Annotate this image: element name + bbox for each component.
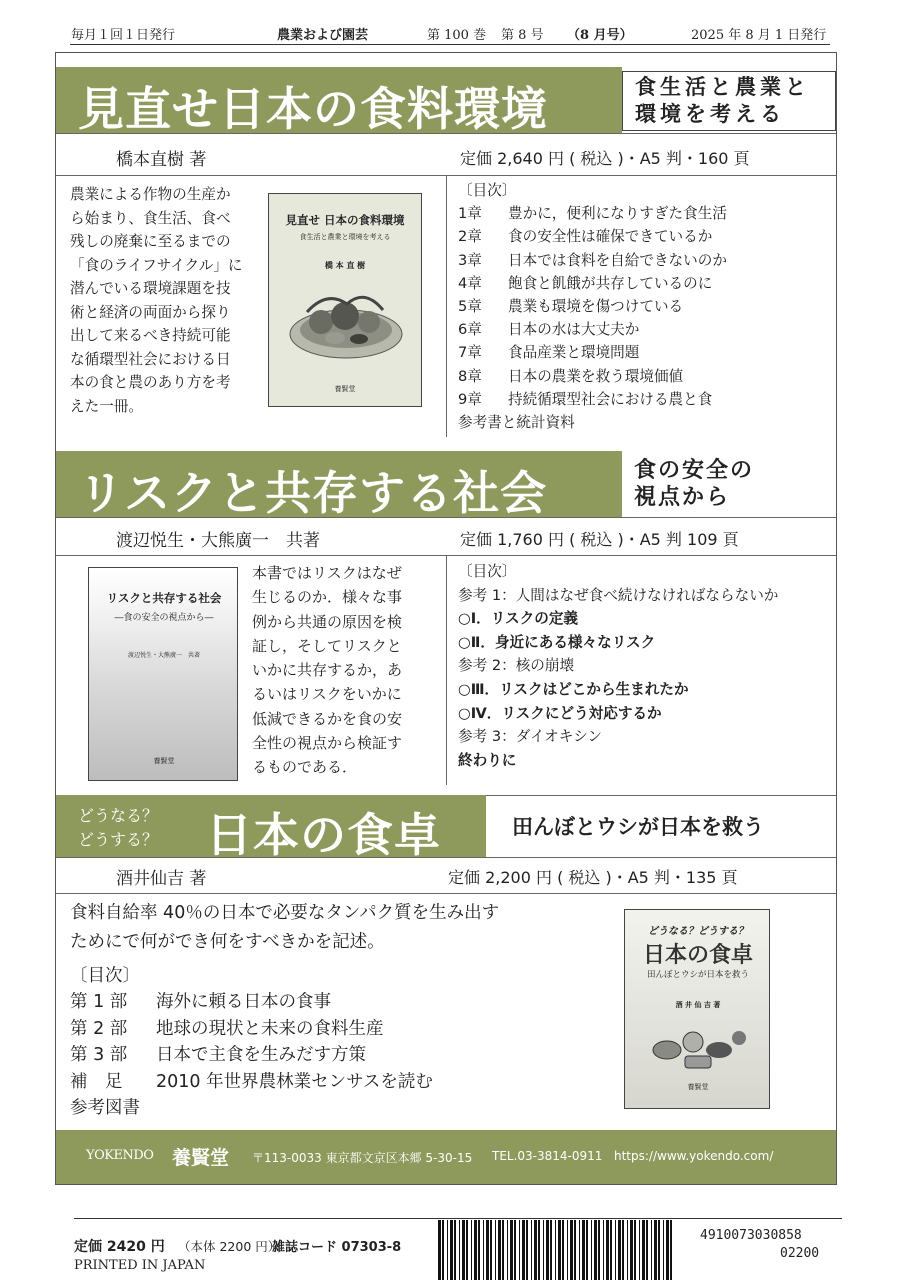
barcode-bar [567, 1220, 568, 1280]
description-line: 例から共通の原因を検 [252, 612, 403, 631]
intro-line: ためにで何ができ何をすべきかを記述。 [70, 932, 385, 952]
divider [56, 133, 836, 134]
cover-author: 橋 本 直 樹 [324, 261, 366, 270]
column-divider [446, 175, 447, 437]
book3-title-banner [56, 795, 486, 862]
book1-title: 見直せ日本の食料環境 [78, 82, 548, 136]
publisher-address: 〒113-0033 東京都文京区本郷 5-30-15 [252, 1151, 473, 1165]
publisher-website: https://www.yokendo.com/ [614, 1149, 774, 1163]
book2-author: 渡辺悦生・大熊廣一 共著 [116, 531, 320, 551]
page-header [55, 0, 835, 45]
barcode-bar [586, 1220, 588, 1280]
toc-item: 2章 食の安全性は確保できているか [458, 228, 713, 246]
toc-footer: 参考図書 [70, 1098, 140, 1119]
toc-item: ○Ⅱ．身近にある様々なリスク [458, 633, 656, 651]
printed-in: PRINTED IN JAPAN [74, 1258, 206, 1273]
barcode-bar [591, 1220, 592, 1280]
barcode-bar [658, 1220, 660, 1280]
barcode-bar [466, 1220, 468, 1280]
magazine-price: 定価 2420 円 [74, 1239, 165, 1255]
barcode-bar [634, 1220, 636, 1280]
cover-top: どうなる？どうする？ [648, 926, 748, 937]
barcode-bar [514, 1220, 516, 1280]
book1-subtitle-box [622, 71, 836, 131]
publish-date: 2025 年 8 月 1 日発行 [691, 28, 827, 43]
book1-description [70, 183, 243, 418]
description-line: 農業による作物の生産か [70, 186, 231, 203]
toc-footer: 参考書と統計資料 [458, 414, 575, 432]
toc-item: 第 1 部 海外に頼る日本の食事 [70, 992, 331, 1013]
barcode-bar [510, 1220, 513, 1280]
barcode-bar [507, 1220, 508, 1280]
description-line: ら始まり、食生活、食べ [70, 209, 231, 227]
barcode-bar [574, 1220, 576, 1280]
barcode-bar [594, 1220, 597, 1280]
description-line: 残しの廃棄に至るまでの [70, 233, 231, 250]
toc-item: 1章 豊かに，便利になりすぎた食生活 [458, 205, 727, 223]
cover-title: 見直せ 日本の食料環境 [285, 213, 405, 227]
toc-heading: 〔目次〕 [458, 182, 517, 199]
barcode-bar [454, 1220, 456, 1280]
barcode-bar [663, 1220, 664, 1280]
barcode-bar [531, 1220, 532, 1280]
toc-item: 8章 日本の農業を救う環境価値 [458, 367, 684, 385]
barcode-bar [598, 1220, 600, 1280]
toc-item: 第 3 部 日本で主食を生みだす方策 [70, 1045, 366, 1066]
cover-publisher: 養賢堂 [687, 1083, 709, 1091]
barcode-bar [627, 1220, 628, 1280]
barcode-bar [498, 1220, 501, 1280]
barcode-bar [618, 1220, 621, 1280]
description-line: るものである． [252, 758, 358, 777]
book1-price: 定価 2,640 円 ( 税込 )・A5 判・160 頁 [460, 149, 750, 168]
toc-item: 6章 日本の水は大丈夫か [458, 321, 640, 339]
volume-number: 第 100 巻 [427, 28, 487, 43]
description-line: 本書ではリスクはなぜ [252, 564, 402, 582]
magazine-code: 雑誌コード 07303-8 [272, 1240, 402, 1255]
cover-subtitle: 食生活と農業と環境を考える [299, 233, 391, 241]
barcode-bar [522, 1220, 525, 1280]
book3-cover-image [624, 909, 770, 1109]
cover-title: 日本の食卓 [642, 943, 753, 968]
barcode-bar [447, 1220, 448, 1280]
ad-frame [55, 52, 837, 1185]
description-line: るいはリスクをいかに [252, 685, 402, 704]
book2-description [252, 561, 402, 780]
barcode-bar [615, 1220, 616, 1280]
divider [56, 517, 836, 518]
description-line: 本の食と農のあり方を考 [70, 374, 231, 391]
description-line: 低減できるかを食の安 [252, 709, 403, 728]
journal-name: 農業および園芸 [277, 28, 369, 43]
barcode-bar [438, 1220, 441, 1280]
toc-item: 7章 食品産業と環境問題 [458, 344, 640, 362]
toc-item: 参考 2：核の崩壊 [458, 657, 575, 675]
barcode-bar [630, 1220, 633, 1280]
bottom-rule [74, 1218, 842, 1219]
description-line: な循環型社会における日 [70, 350, 231, 368]
barcode-bar [622, 1220, 624, 1280]
description-line: えた一冊。 [70, 397, 143, 415]
toc-item: 参考 1：人間はなぜ食べ続けなければならないか [458, 586, 779, 604]
barcode-bar [546, 1220, 549, 1280]
description-line: 証し，そしてリスクと [252, 636, 402, 655]
book2-cover-image [88, 567, 238, 781]
barcode-bar [562, 1220, 564, 1280]
toc-item: 9章 持続循環型社会における農と食 [458, 390, 713, 408]
cover-author: 酒 井 仙 吉 著 [675, 1001, 721, 1009]
barcode-bar [502, 1220, 504, 1280]
book1-author: 橋本直樹 著 [116, 150, 207, 170]
description-line: 潜んでいる環境課題を技 [70, 280, 231, 297]
barcode-bar [610, 1220, 612, 1280]
barcode-bar [603, 1220, 604, 1280]
barcode-bar [570, 1220, 573, 1280]
book3-toc [70, 963, 433, 1121]
header-rule [70, 44, 830, 45]
book2-subtitle-line: 視点から [634, 485, 731, 510]
barcode-bar [534, 1220, 537, 1280]
barcode-bar [639, 1220, 640, 1280]
barcode-bar [654, 1220, 657, 1280]
toc-item: 参考 3：ダイオキシン [458, 728, 603, 746]
description-line: 「食のライフサイクル」に [70, 256, 243, 274]
barcode-bar [486, 1220, 489, 1280]
barcode-bar [646, 1220, 648, 1280]
cover-author: 渡辺悦生・大熊廣一 共著 [127, 652, 200, 659]
book2-title: リスクと共存する社会 [78, 466, 548, 520]
food-illustration-icon [647, 1020, 751, 1072]
cover-publisher: 養賢堂 [334, 385, 356, 393]
book1-cover-image [268, 193, 422, 407]
barcode-bar [478, 1220, 480, 1280]
barcode-bar [582, 1220, 585, 1280]
issue-month: （8 月号） [567, 28, 633, 43]
publisher-phone: TEL.03-3814-0911 [492, 1149, 603, 1163]
book3-subtitle-box [486, 795, 836, 857]
barcode-icon [438, 1220, 678, 1280]
book3-title-small: どうなる？ [78, 806, 159, 825]
book3-price: 定価 2,200 円 ( 税込 )・A5 判・135 頁 [448, 868, 738, 887]
toc-heading: 〔目次〕 [458, 563, 517, 580]
book3-subtitle: 田んぼとウシが日本を救う [512, 815, 764, 839]
issue-number: 第 8 号 [501, 28, 544, 43]
toc-item: 4章 飽食と飢餓が共存しているのに [458, 274, 713, 292]
barcode-bar [550, 1220, 552, 1280]
divider [486, 795, 836, 796]
barcode-bar [558, 1220, 561, 1280]
barcode-bar [651, 1220, 652, 1280]
description-line: 術と経済の両面から探り [70, 303, 231, 321]
intro-line: 食料自給率 40％の日本で必要なタンパク質を生み出す [70, 903, 500, 923]
barcode-bar [538, 1220, 540, 1280]
barcode-bar [642, 1220, 645, 1280]
barcode-bar [450, 1220, 453, 1280]
book3-author: 酒井仙吉 著 [116, 869, 207, 889]
divider [56, 857, 836, 858]
toc-item: ○Ⅳ．リスクにどう対応するか [458, 704, 662, 722]
description-line: 生じるのか．様々な事 [252, 588, 403, 607]
toc-heading: 〔目次〕 [70, 966, 140, 986]
barcode-bar [526, 1220, 528, 1280]
book2-subtitle-line: 食の安全の [634, 458, 755, 483]
publisher-footer-bar [56, 1130, 836, 1184]
book1-title-banner [56, 67, 622, 136]
issue-frequency: 毎月１回１日発行 [71, 28, 176, 43]
barcode-bar [579, 1220, 580, 1280]
book1-subtitle-line: 環境を考える [635, 102, 785, 126]
toc-item: 3章 日本では食料を自給できないのか [458, 251, 727, 269]
cover-subtitle: 田んぼとウシが日本を救う [646, 970, 749, 980]
description-line: いかに共存するか，あ [252, 661, 403, 680]
barcode-bar [670, 1220, 672, 1280]
barcode-addon-number: 02200 [780, 1246, 820, 1261]
barcode-bar [519, 1220, 520, 1280]
barcode-bar [606, 1220, 609, 1280]
cover-subtitle: ―食の安全の視点から― [114, 613, 214, 623]
toc-item: ○Ⅰ．リスクの定義 [458, 610, 579, 628]
book2-title-banner [56, 451, 622, 520]
barcode-bar [495, 1220, 496, 1280]
barcode-bar [555, 1220, 556, 1280]
barcode-bar [474, 1220, 477, 1280]
book3-intro [70, 899, 499, 957]
divider [56, 893, 836, 894]
vegetables-illustration-icon [287, 282, 405, 362]
publisher-logo: YOKENDO [86, 1148, 154, 1163]
book2-price: 定価 1,760 円 ( 税込 )・A5 判 109 頁 [460, 530, 739, 549]
base-price: （本体 2200 円） [178, 1239, 281, 1254]
cover-publisher: 養賢堂 [153, 757, 175, 765]
toc-item: 終わりに [458, 751, 517, 769]
barcode-bar [459, 1220, 460, 1280]
toc-item: 補 足 2010 年世界農林業センサスを読む [70, 1071, 433, 1092]
description-line: 全性の視点から検証す [252, 734, 403, 753]
barcode-bar [462, 1220, 465, 1280]
toc-item: 第 2 部 地球の現状と未来の食料生産 [70, 1018, 384, 1039]
cover-title: リスクと共存する社会 [106, 591, 222, 605]
barcode-bar [490, 1220, 492, 1280]
publisher-name: 養賢堂 [172, 1147, 230, 1169]
barcode-number: 4910073030858 [700, 1228, 802, 1243]
barcode-bar [483, 1220, 484, 1280]
barcode-bar [666, 1220, 669, 1280]
barcode-bar [543, 1220, 544, 1280]
toc-item: 5章 農業も環境を傷つけている [458, 298, 684, 316]
book2-toc [458, 560, 778, 772]
book3-title-small: どうする？ [78, 830, 159, 849]
book1-subtitle-line: 食生活と農業と [635, 75, 810, 99]
column-divider [446, 555, 447, 785]
barcode-bar [442, 1220, 444, 1280]
toc-item: ○Ⅲ．リスクはどこから生まれたか [458, 680, 689, 698]
book3-title: 日本の食卓 [206, 808, 441, 862]
book2-subtitle-box [622, 451, 836, 517]
book1-toc [458, 179, 727, 434]
description-line: 出して来るべき持続可能 [70, 327, 231, 344]
barcode-bar [471, 1220, 472, 1280]
